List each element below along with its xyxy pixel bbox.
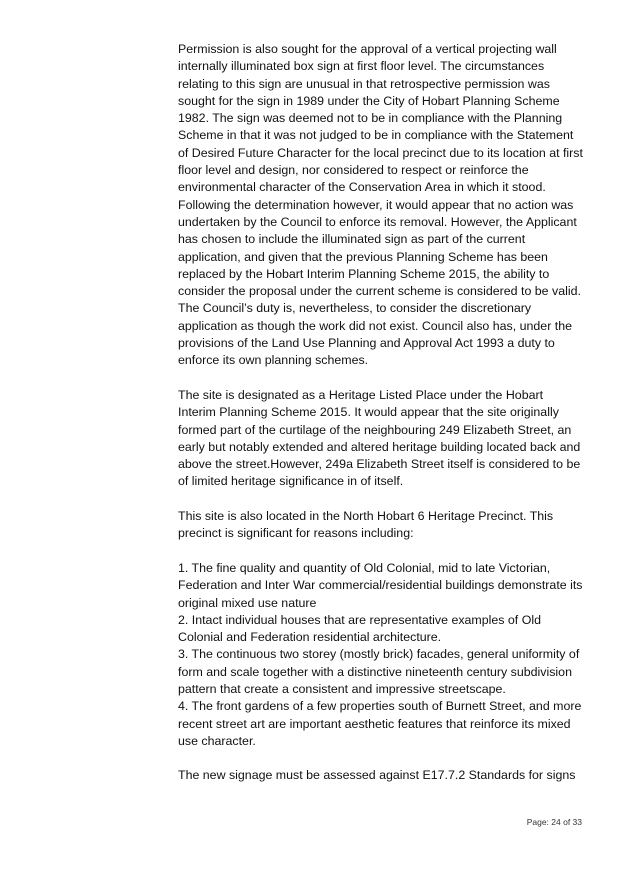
precinct-significance-list — [178, 560, 584, 750]
page-number: Page: 24 of 33 — [526, 817, 582, 827]
list-item: 2. Intact individual houses that are representative examples of Old Colonial and Federation residential architecture. — [178, 612, 541, 645]
list-item: 1. The fine quality and quantity of Old Colonial, mid to late Victorian, Federation and Inter War commercial/residential buildings demonstrate its original mixed use nature — [178, 560, 583, 610]
paragraph-heritage-listing: The site is designated as a Heritage Listed Place under the Hobart Interim Planning Scheme 2015. It would appear that the site originally formed part of the curtilage of the neighbouring 249 Elizabeth Street, an early but notably extended and altered heritage building located back and above the street.However, 249a Elizabeth Street itself is considered to be of limited heritage significance in of itself. — [178, 387, 581, 489]
paragraph-signage-assessment: The new signage must be assessed against E17.7.2 Standards for signs — [178, 768, 576, 783]
list-item: 3. The continuous two storey (mostly brick) facades, general uniformity of form and scale together with a distinctive nineteenth century subdivision pattern that create a consistent and impressive streetscape. — [178, 647, 580, 696]
document-body — [178, 41, 584, 785]
list-item: 4. The front gardens of a few properties south of Burnett Street, and more recent street art are important aesthetic features that reinforce its mixed use character. — [178, 699, 582, 748]
paragraph-precinct-intro: This site is also located in the North Hobart 6 Heritage Precinct. This precinct is significant for reasons including: — [178, 509, 554, 541]
paragraph-sign-permission: Permission is also sought for the approval of a vertical projecting wall internally illuminated box sign at first floor level. The circumstances relating to this sign are unusual in that retrospective permission was sought for the sign in 1989 under the City of Hobart Planning Scheme 1982. The sign was deemed not to be in compliance with the Planning Scheme in that it was not judged to be in compliance with the Statement of Desired Future Character for the local precinct due to its location at first floor level and design, nor considered to respect or reinforce the environmental character of the Conservation Area in which it stood. Following the determination however, it would appear that no action was undertaken by the Council to enforce its removal. However, the Applicant has chosen to include the illuminated sign as part of the current application, and given that the previous Planning Scheme has been replaced by the Hobart Interim Planning Scheme 2015, the ability to consider the proposal under the current scheme is considered to be valid. The Council’s duty is, nevertheless, to consider the discretionary application as though the work did not exist. Council also has, under the provisions of the Land Use Planning and Approval Act 1993 a duty to enforce its own planning schemes. — [178, 42, 583, 368]
